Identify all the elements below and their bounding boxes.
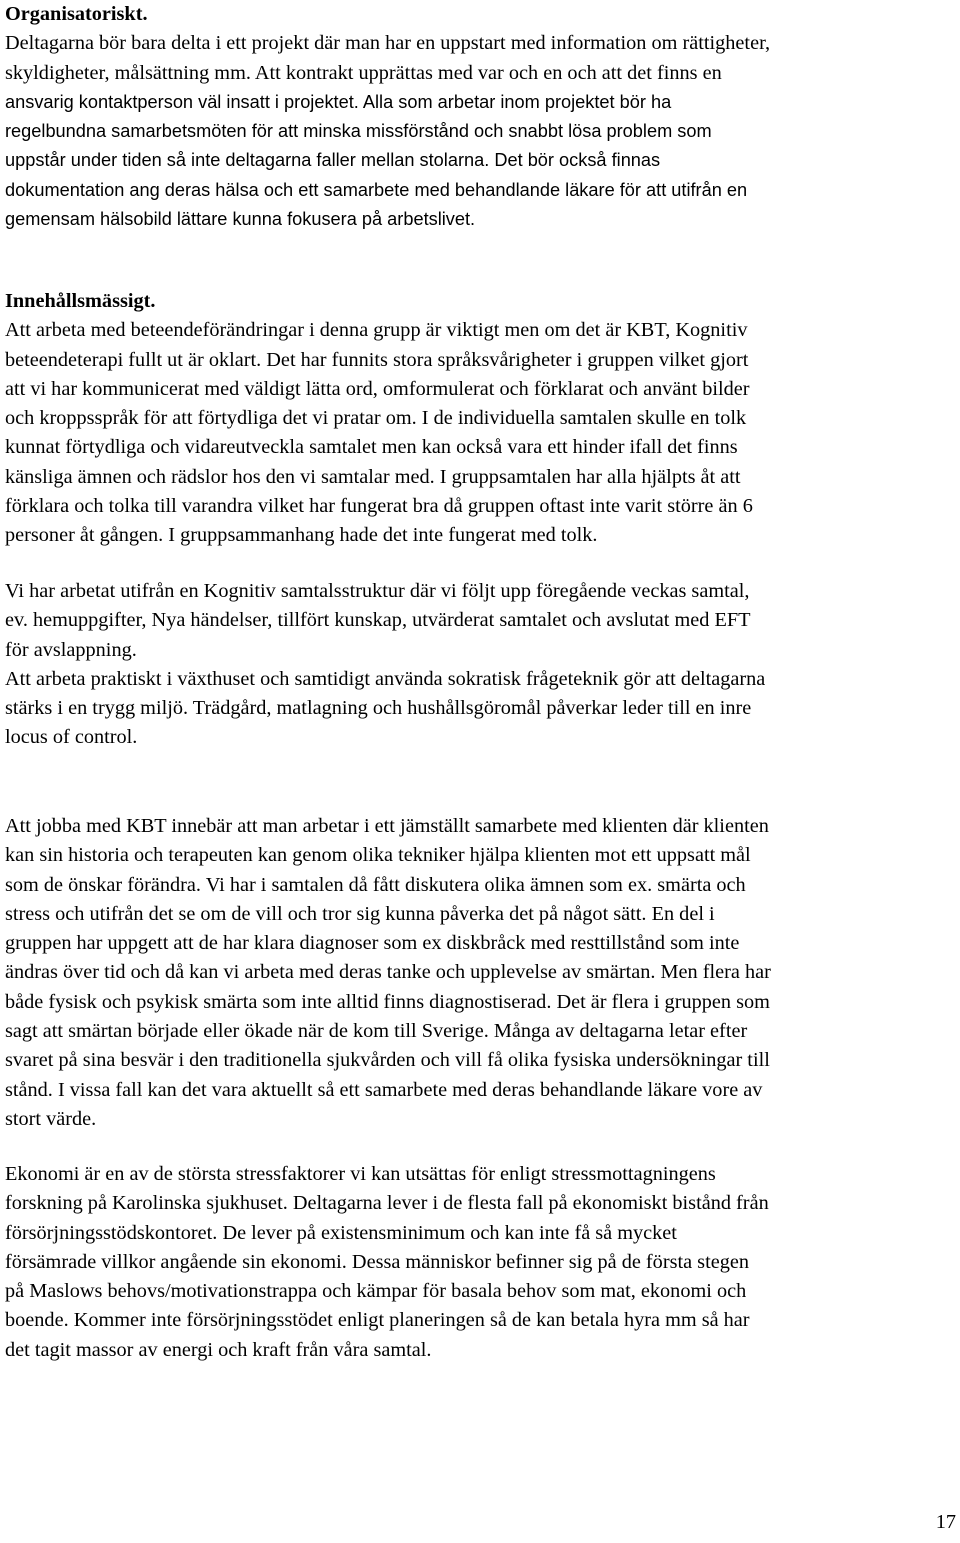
section-organisatoriskt bbox=[5, 0, 770, 234]
paragraph-kognitiv bbox=[5, 577, 765, 753]
text-line: Att jobba med KBT innebär att man arbetar i ett jämställt samarbete med klienten där klienten bbox=[5, 815, 769, 837]
text-line: att vi har kommunicerat med väldigt lätta ord, omformulerat och förklarat och använt bilder bbox=[5, 377, 750, 400]
section-heading: Organisatoriskt. bbox=[5, 3, 148, 25]
paragraph-ekonomi bbox=[5, 1160, 769, 1365]
text-line: stånd. I vissa fall kan det vara aktuellt så ett samarbete med deras behandlande läkare vore av bbox=[5, 1078, 763, 1101]
text-line: både fysisk och psykisk smärta som inte alltid finns diagnostiserad. Det är flera i gruppen som bbox=[5, 990, 770, 1013]
text-line: gruppen har uppgett att de har klara diagnoser som ex diskbråck med resttillstånd som inte bbox=[5, 932, 740, 955]
text-line: förklara och tolka till varandra vilket har fungerat bra då gruppen oftast inte varit större än 6 bbox=[5, 495, 753, 518]
text-line: dokumentation ang deras hälsa och ett samarbete med behandlande läkare för att utifrån en bbox=[5, 179, 748, 200]
text-line: locus of control. bbox=[5, 726, 138, 749]
text-line: Att arbeta med beteendeförändringar i denna grupp är viktigt men om det är KBT, Kognitiv bbox=[5, 319, 748, 342]
text-line: regelbundna samarbetsmöten för att minska missförstånd och snabbt lösa problem som bbox=[5, 121, 712, 142]
text-line: Att arbeta praktiskt i växthuset och samtidigt använda sokratisk frågeteknik gör att deltagarna bbox=[5, 667, 766, 690]
text-line: försörjningsstödskontoret. De lever på existensminimum och kan inte få så mycket bbox=[5, 1221, 677, 1244]
text-line: känsliga ämnen och rädslor hos den vi samtalar med. I gruppsamtalen har alla hjälpts åt att bbox=[5, 465, 741, 488]
text-line: försämrade villkor angående sin ekonomi. Dessa människor befinner sig på de första stegen bbox=[5, 1250, 749, 1273]
text-line: stärks i en trygg miljö. Trädgård, matlagning och hushållsgöromål påverkar leder till en inre bbox=[5, 697, 752, 720]
text-line: sagt att smärtan började eller ökade när de kom till Sverige. Många av deltagarna letar efter bbox=[5, 1020, 748, 1043]
text-line: kunnat förtydliga och vidareutveckla samtalet men kan också vara ett hinder ifall det finns bbox=[5, 436, 738, 459]
text-line: som de önskar förändra. Vi har i samtalen då fått diskutera olika ämnen som ex. smärta och bbox=[5, 873, 746, 896]
text-line: Vi har arbetat utifrån en Kognitiv samtalsstruktur där vi följt upp föregående veckas samtal, bbox=[5, 580, 750, 602]
text-line: ansvarig kontaktperson väl insatt i projektet. Alla som arbetar inom projektet bör ha bbox=[5, 91, 672, 112]
text-line: det tagit massor av energi och kraft från våra samtal. bbox=[5, 1338, 432, 1361]
text-line: Ekonomi är en av de största stressfaktorer vi kan utsättas för enligt stressmottagningens bbox=[5, 1163, 716, 1185]
text-line: stress och utifrån det se om de vill och tror sig kunna påverka det på något sätt. En del i bbox=[5, 902, 715, 925]
paragraph-innehallsmassigt bbox=[5, 316, 753, 550]
text-line: svaret på sina besvär i den traditionella sjukvården och vill få olika fysiska undersökningar till bbox=[5, 1049, 770, 1072]
text-line: beteendeterapi fullt ut är oklart. Det har funnits stora språksvårigheter i gruppen vilket gjort bbox=[5, 348, 749, 371]
text-line: uppstår under tiden så inte deltagarna faller mellan stolarna. Det bör också finnas bbox=[5, 150, 661, 171]
paragraph-organisatoriskt-sans bbox=[5, 88, 770, 234]
text-line: boende. Kommer inte försörjningsstödet enligt planeringen så de kan betala hyra mm så har bbox=[5, 1309, 750, 1332]
text-line: skyldigheter, målsättning mm. Att kontrakt upprättas med var och en och att det finns en bbox=[5, 61, 722, 84]
text-line: och kroppsspråk för att förtydliga det vi pratar om. I de individuella samtalen skulle en tolk bbox=[5, 407, 747, 430]
section-kbt bbox=[5, 812, 771, 1134]
text-line: för avslappning. bbox=[5, 638, 137, 661]
section-ekonomi bbox=[5, 1160, 769, 1365]
section-innehallsmassigt bbox=[5, 287, 753, 551]
text-line: gemensam hälsobild lättare kunna fokusera på arbetslivet. bbox=[5, 208, 476, 229]
page-number: 17 bbox=[935, 1511, 956, 1533]
text-line: personer åt gången. I gruppsammanhang hade det inte fungerat med tolk. bbox=[5, 524, 598, 547]
text-line: ev. hemuppgifter, Nya händelser, tillfört kunskap, utvärderat samtalet och avslutat med EFT bbox=[5, 609, 751, 632]
text-line: stort värde. bbox=[5, 1107, 97, 1130]
text-line: forskning på Karolinska sjukhuset. Deltagarna lever i de flesta fall på ekonomiskt bistånd från bbox=[5, 1192, 769, 1215]
text-line: Deltagarna bör bara delta i ett projekt där man har en uppstart med information om rättigheter, bbox=[5, 32, 771, 55]
text-line: ändras över tid och då kan vi arbeta med deras tanke och upplevelse av smärtan. Men flera har bbox=[5, 961, 771, 984]
paragraph-organisatoriskt-serif bbox=[5, 29, 770, 88]
section-heading: Innehållsmässigt. bbox=[5, 290, 156, 312]
paragraph-kbt bbox=[5, 812, 771, 1134]
section-kognitiv bbox=[5, 577, 765, 753]
text-line: kan sin historia och terapeuten kan genom olika tekniker hjälpa klienten mot ett uppsatt mål bbox=[5, 844, 751, 867]
text-line: på Maslows behovs/motivationstrappa och kämpar för basala behov som mat, ekonomi och bbox=[5, 1280, 747, 1303]
